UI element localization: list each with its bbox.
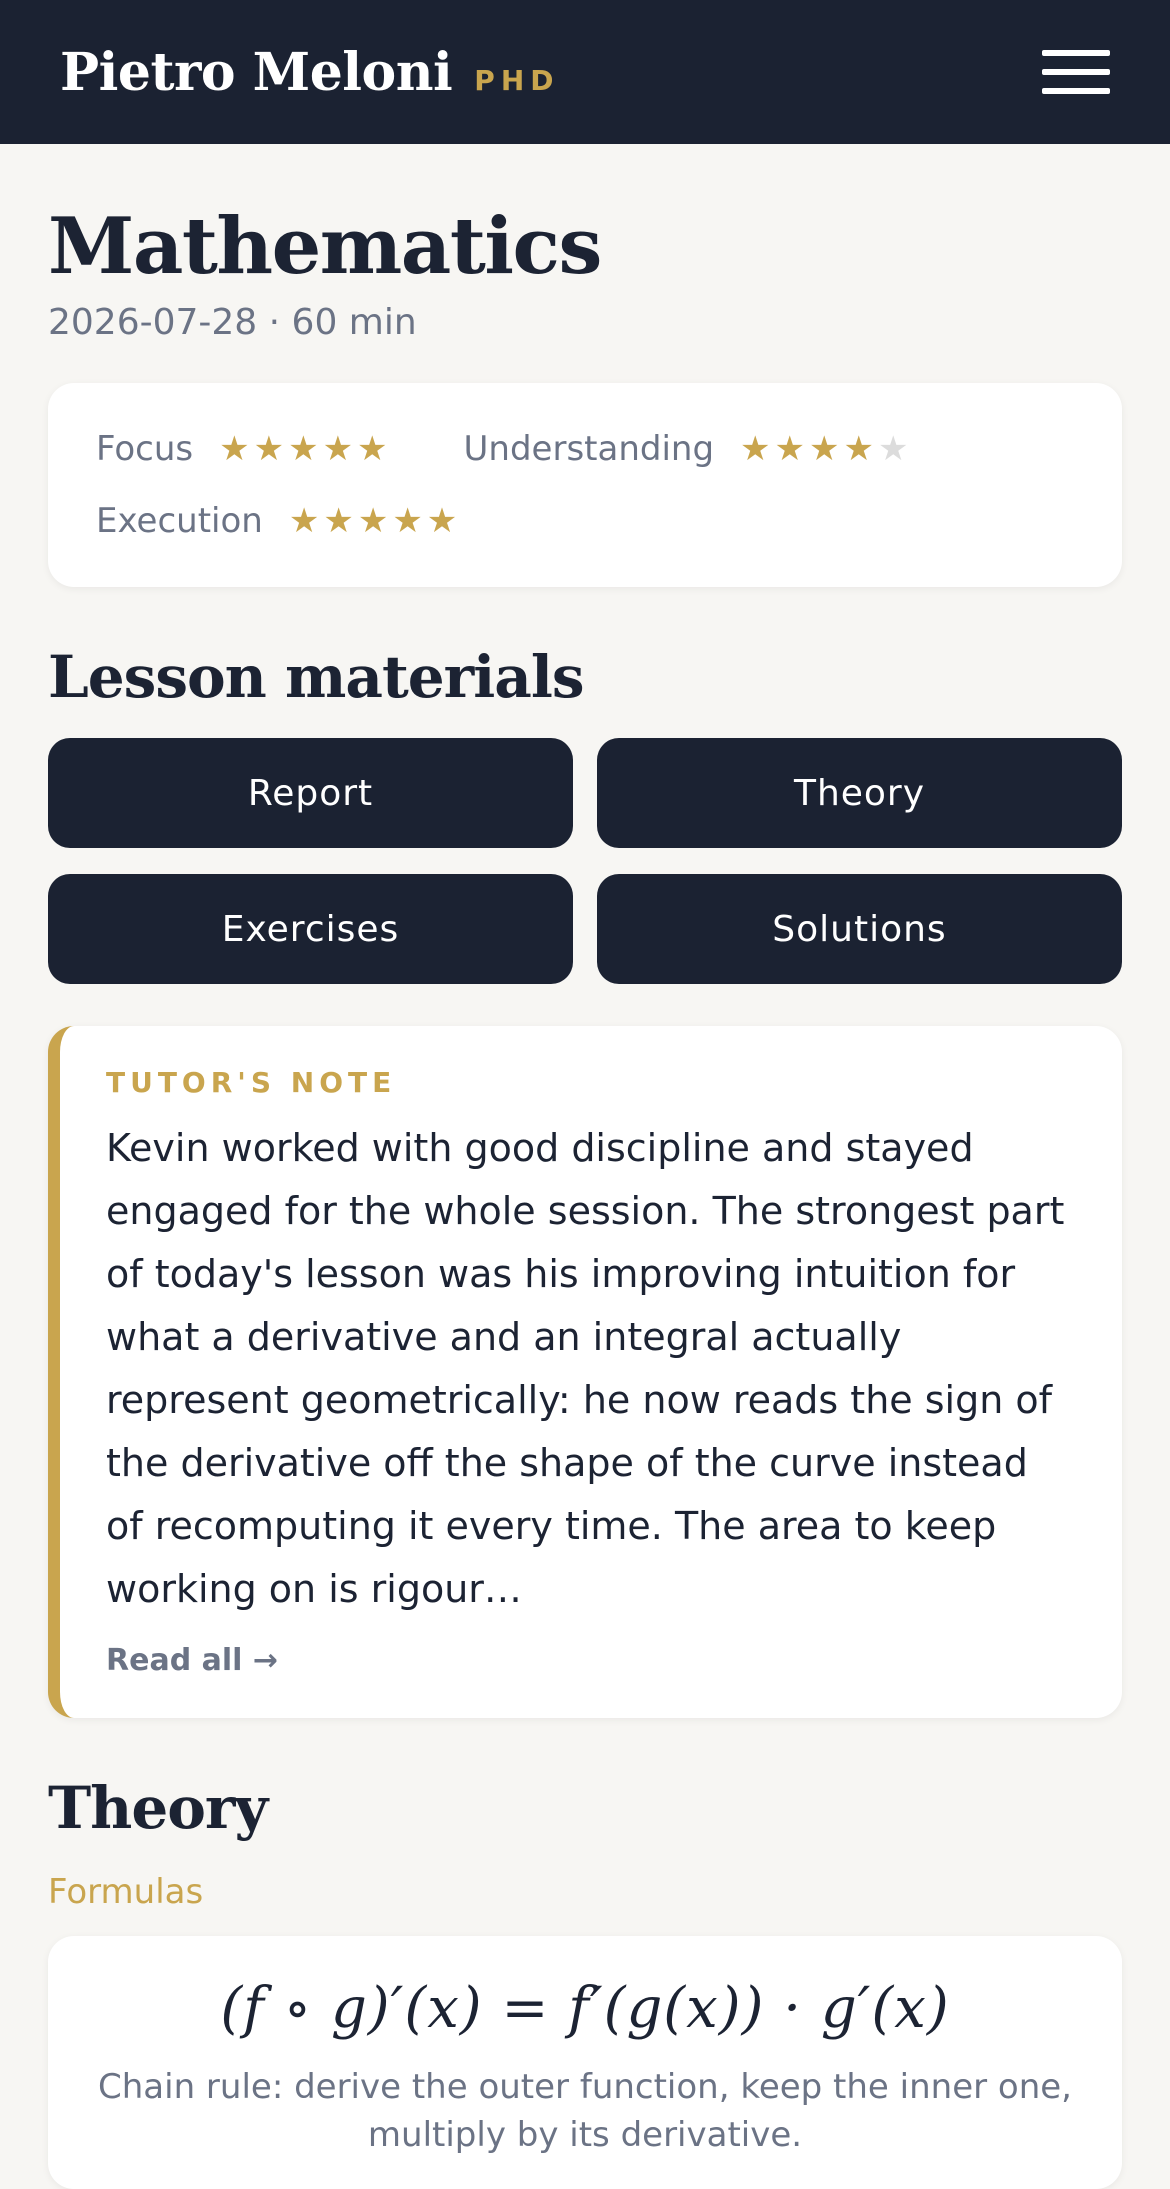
star-rating [740, 429, 912, 469]
ratings-row [96, 413, 1074, 485]
rating-label: Understanding [463, 428, 715, 469]
lesson-meta: 2026-07-28 · 60 min [48, 301, 417, 343]
ratings-card [48, 383, 1122, 587]
formula-caption: Chain rule: derive the outer function, keep the inner one, multiply by its derivative. [98, 2066, 1072, 2155]
formula-expression: (f ∘ g)′(x) = f′(g(x)) · g′(x) [220, 1975, 950, 2041]
star-filled-icon: ★ [740, 428, 771, 469]
tutor-note-card [48, 1026, 1122, 1718]
star-empty-icon: ★ [877, 428, 909, 469]
star-filled-icon: ★ [426, 500, 458, 541]
theory-heading: Theory [48, 1774, 268, 1843]
rating-focus [96, 429, 392, 469]
star-rating [289, 501, 461, 541]
menu-line [1042, 69, 1110, 75]
solutions-button[interactable]: Solutions [597, 874, 1122, 984]
star-filled-icon: ★ [392, 500, 423, 541]
tutor-note-label: TUTOR'S NOTE [106, 1066, 397, 1100]
lesson-page [0, 201, 1170, 2189]
menu-line [1042, 50, 1110, 56]
star-filled-icon: ★ [357, 500, 389, 541]
rating-execution [96, 501, 461, 541]
menu-line [1042, 88, 1110, 94]
rating-label: Focus [96, 428, 194, 469]
rating-label: Execution [96, 500, 263, 541]
star-filled-icon: ★ [253, 428, 285, 469]
brand-name: Pietro Meloni [60, 41, 453, 103]
star-filled-icon: ★ [219, 428, 250, 469]
hamburger-icon[interactable] [1042, 50, 1110, 94]
brand-logo[interactable] [60, 42, 560, 103]
read-all-link[interactable]: Read all → [106, 1643, 279, 1679]
rating-understanding [464, 429, 913, 469]
report-button[interactable]: Report [48, 738, 573, 848]
tutor-note-text: Kevin worked with good discipline and stayed engaged for the whole session. The strongest part of today's lesson was his improving intuition for what a derivative and an integral actually represent geometrically: he now reads the sign of the derivative off the shape of the curve instead of recomputing it every time. The area to keep working on is rigour… [106, 1126, 1065, 1612]
star-filled-icon: ★ [322, 428, 354, 469]
star-filled-icon: ★ [288, 500, 320, 541]
materials-grid [48, 738, 1122, 984]
star-filled-icon: ★ [809, 428, 840, 469]
brand-suffix: PHD [474, 63, 560, 97]
exercises-button[interactable]: Exercises [48, 874, 573, 984]
formulas-subtitle: Formulas [48, 1871, 204, 1912]
formula-card [48, 1936, 1122, 2189]
materials-heading: Lesson materials [48, 642, 584, 711]
star-filled-icon: ★ [843, 428, 874, 469]
star-filled-icon: ★ [774, 428, 806, 469]
page-title: Mathematics [48, 201, 601, 292]
star-filled-icon: ★ [323, 500, 354, 541]
star-filled-icon: ★ [288, 428, 319, 469]
ratings-row [96, 485, 1074, 557]
top-navigation-bar [0, 0, 1170, 144]
theory-button[interactable]: Theory [597, 738, 1122, 848]
star-rating [219, 429, 391, 469]
star-filled-icon: ★ [357, 428, 388, 469]
